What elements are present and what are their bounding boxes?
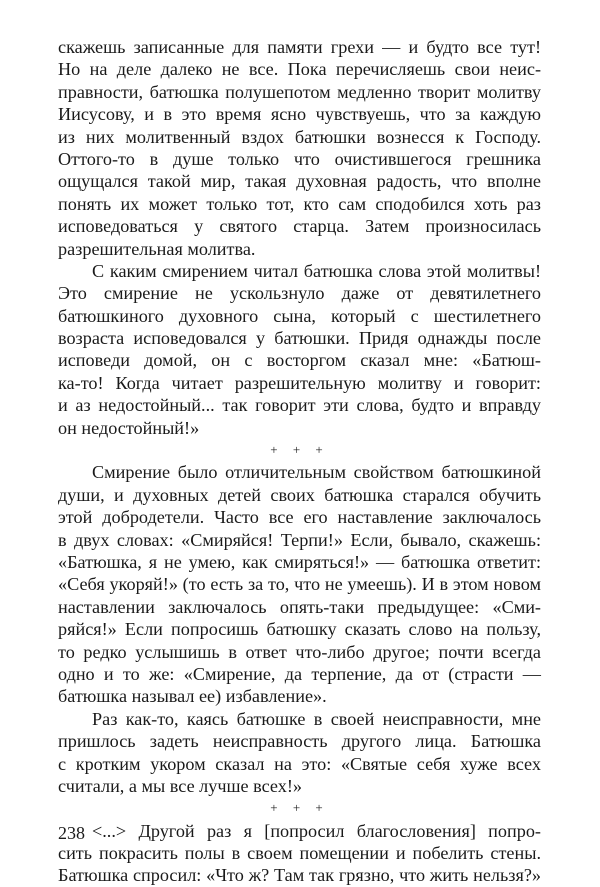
text-line: то редко услышишь в ответ что-либо другое; почти всегда — [58, 641, 541, 662]
text-line: и аз недостойный... так говорит эти слова, будто и вправду — [58, 395, 541, 416]
text-line: Батюшка спросил: «Что ж? Там так грязно, что жить нельзя?» — [58, 865, 541, 886]
text-line: С каким смирением читал батюшка слова этой молитвы! — [92, 260, 541, 281]
text-line: пришлось задеть неисправность другого лица. Батюшка — [58, 731, 541, 752]
text-line: исповедоваться у святого старца. Затем произносилась — [58, 216, 541, 237]
page-text — [58, 36, 541, 887]
text-line: одно и то же: «Смирение, да терпение, да от (страсти — — [58, 663, 541, 684]
text-line: ряйся!» Если попросишь батюшку сказать слово на пользу, — [58, 619, 541, 640]
section-separator: + + + — [270, 800, 329, 816]
text-line: сить покрасить полы в своем помещении и побелить стены. — [58, 843, 541, 864]
text-line: считали, а мы все лучше всех!» — [58, 775, 302, 796]
text-line: из них молитвенный вздох батюшки вознесся к Господу. — [58, 126, 541, 147]
text-line: он недостойный!» — [58, 417, 200, 438]
paragraph — [58, 461, 541, 707]
text-line: возраста исповедовался у батюшки. Придя однажды после — [58, 328, 541, 349]
text-line: Но на деле далеко не все. Пока перечисляешь свои неис- — [58, 59, 541, 80]
text-line: Смирение было отличительным свойством батюшкиной — [92, 462, 541, 483]
text-line: Иисусову, и в это время ясно чувствуешь, что за каждую — [58, 104, 541, 125]
text-line: с кротким укором сказал на это: «Святые себя хуже всех — [58, 753, 541, 774]
paragraph — [58, 260, 541, 439]
text-line: ка-то! Когда читает разрешительную молитву и говорит: — [58, 372, 541, 393]
text-line: скажешь записанные для памяти грехи — и будто все тут! — [58, 37, 541, 57]
text-line: правности, батюшка полушепотом медленно творит молитву — [58, 81, 541, 102]
text-line: «Батюшка, я не умею, как смиряться!» — батюшка ответит: — [58, 551, 541, 572]
paragraph — [58, 708, 541, 798]
text-line: <...> Другой раз я [попросил благословения] попро- — [92, 820, 541, 841]
text-line: души, и духовных детей своих батюшка старался обучить — [58, 484, 541, 505]
paragraph — [58, 820, 541, 887]
text-line: Оттого-то в душе только что очистившегося грешника — [58, 148, 541, 169]
text-line: ощущался такой мир, такая духовная радость, что вполне — [58, 171, 541, 192]
text-line: наставлении заключалось опять-таки предыдущее: «Сми- — [58, 596, 541, 617]
page-number: 238 — [58, 823, 85, 843]
paragraph — [58, 36, 541, 260]
text-line: этой добродетели. Часто все его наставление заключалось — [58, 507, 541, 528]
text-line: исповеди домой, он с восторгом сказал мне: «Батюш- — [58, 350, 541, 371]
text-line: понять их может только тот, кто сам сподобился хоть раз — [58, 193, 541, 214]
section-separator: + + + — [270, 442, 329, 458]
text-line: разрешительная молитва. — [58, 238, 256, 259]
text-line: батюшка называл ее) избавление». — [58, 686, 327, 707]
text-line: «Себя укоряй!» (то есть за то, что не умеешь). И в этом новом — [58, 574, 541, 595]
text-line: Это смирение не ускользнуло даже от девятилетнего — [58, 283, 541, 304]
text-line: Раз как-то, каясь батюшке в своей неисправности, мне — [92, 708, 541, 729]
text-line: батюшкиного духовного сына, который с шестилетнего — [58, 305, 541, 326]
text-line: в двух словах: «Смиряйся! Терпи!» Если, бывало, скажешь: — [58, 529, 541, 550]
